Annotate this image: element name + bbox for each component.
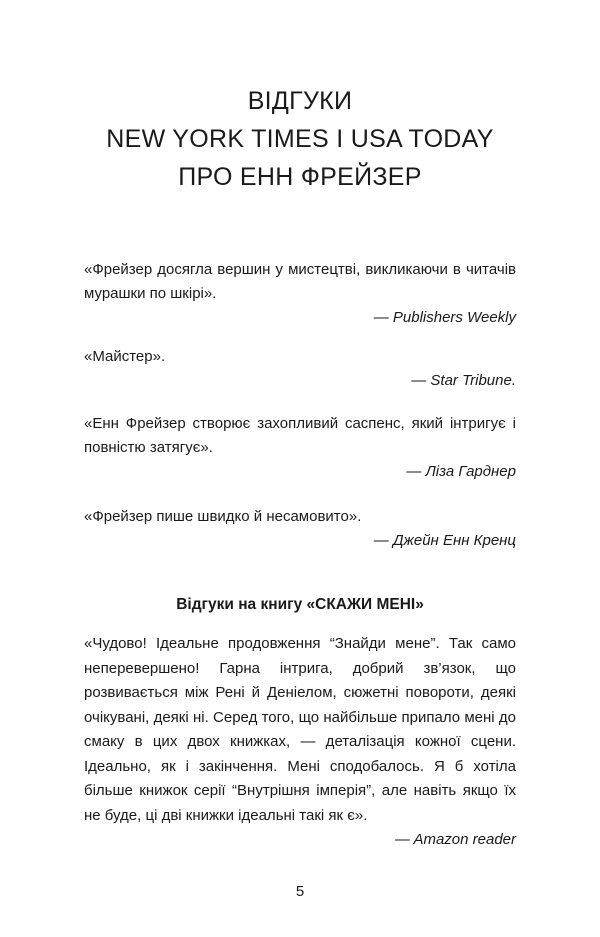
section-title: Відгуки на книгу «СКАЖИ МЕНІ» bbox=[176, 596, 424, 613]
review-source: — Publishers Weekly bbox=[373, 309, 516, 326]
review-3 bbox=[84, 412, 516, 484]
review-quote: «Майстер». bbox=[84, 348, 166, 365]
long-review-source: — Amazon reader bbox=[394, 831, 516, 848]
long-review bbox=[84, 632, 516, 853]
review-source: — Ліза Гарднер bbox=[406, 463, 516, 480]
long-review-quote: «Чудово! Ідеальне продовження “Знайди мене”. Так само неперевершено! Гарна інтрига, добрий зв’язок, що розвивається між Рені й Деніелом, сюжетні повороти, деякі очікувані, деякі ні. Серед того, що найбільше припало мені до смаку в цих двох книжках, — деталізація кожної сцени. Ідеально, як і закінчення. Мені сподобалось. Я б хотіла більше книжок серії “Внутрішня імперія”, але навіть якщо їх не буде, ці дві книжки ідеальні такі як є». bbox=[84, 635, 516, 824]
review-quote: «Фрейзер пише швидко й несамовито». bbox=[84, 508, 362, 525]
heading-line-2: NEW YORK TIMES І USA TODAY bbox=[106, 125, 494, 153]
heading-line-3: ПРО ЕНН ФРЕЙЗЕР bbox=[178, 163, 422, 191]
review-source: — Star Tribune. bbox=[411, 372, 516, 389]
page-heading bbox=[0, 82, 600, 196]
review-1 bbox=[84, 258, 516, 330]
review-4 bbox=[84, 505, 516, 553]
heading-line-1: ВІДГУКИ bbox=[247, 87, 353, 115]
review-quote: «Енн Фрейзер створює захопливий саспенс, який інтригує і повністю затягує». bbox=[84, 415, 516, 456]
review-source: — Джейн Енн Кренц bbox=[373, 532, 516, 549]
review-2 bbox=[84, 345, 516, 393]
page-number: 5 bbox=[295, 883, 305, 900]
review-quote: «Фрейзер досягла вершин у мистецтві, викликаючи в читачів мурашки по шкірі». bbox=[84, 261, 516, 302]
